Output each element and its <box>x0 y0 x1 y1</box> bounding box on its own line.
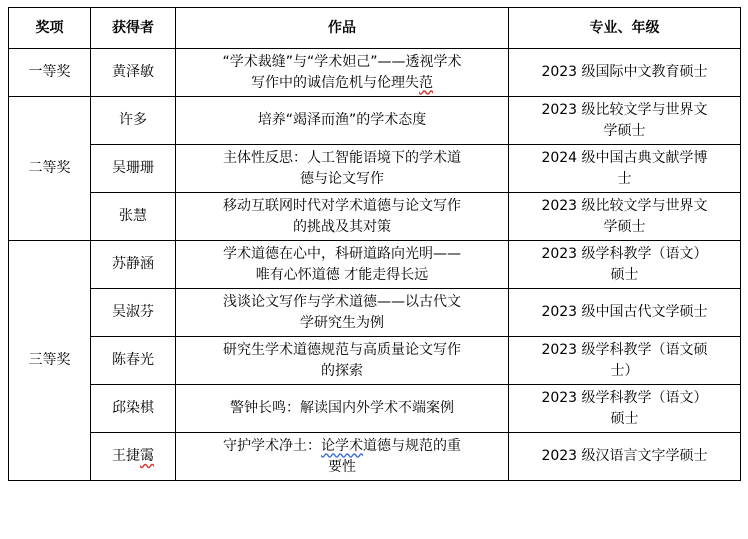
major-cell <box>509 145 741 193</box>
work-line: 守护学术净土： <box>223 437 321 454</box>
major-line: 2023 级学科教学（语文硕 <box>541 341 708 358</box>
major-cell <box>509 289 741 337</box>
header-work: 作品 <box>176 8 509 49</box>
major-line: 学硕士 <box>603 122 646 139</box>
winner-cell: 吴珊珊 <box>91 145 176 193</box>
header-winner: 获得者 <box>91 8 176 49</box>
work-line: 道德与规范的重 <box>363 437 461 454</box>
work-line: 学术道德在心中，科研道路向光明—— <box>223 245 461 262</box>
work-cell <box>176 289 509 337</box>
table-row <box>9 385 741 433</box>
major-cell <box>509 337 741 385</box>
major-cell <box>509 193 741 241</box>
major-line: 硕士 <box>610 266 639 283</box>
work-line: 的挑战及其对策 <box>293 218 391 235</box>
work-line: 要性 <box>328 458 356 475</box>
header-major: 专业、年级 <box>509 8 741 49</box>
work-cell <box>176 49 509 97</box>
work-line: 的探索 <box>321 362 363 379</box>
major-line: 2023 级汉语言文字学硕士 <box>541 448 708 464</box>
winner-cell: 许多 <box>91 97 176 145</box>
major-line: 2023 级学科教学（语文） <box>541 245 708 262</box>
header-award: 奖项 <box>9 8 91 49</box>
winner-cell: 苏静涵 <box>91 241 176 289</box>
award-cell: 二等奖 <box>9 97 91 241</box>
work-line: 主体性反思：人工智能语境下的学术道 <box>223 149 461 166</box>
work-line: 唯有心怀道德 才能走得长远 <box>255 266 429 283</box>
spellcheck-underlined-text: 霭 <box>140 448 154 464</box>
winner-cell <box>91 433 176 481</box>
major-line: 硕士 <box>610 410 639 427</box>
work-line: 移动互联网时代对学术道德与论文写作 <box>223 197 461 214</box>
spellcheck-underlined-text: 范 <box>419 74 433 91</box>
winner-cell: 吴淑芬 <box>91 289 176 337</box>
work-cell <box>176 433 509 481</box>
major-line: 士） <box>610 362 639 379</box>
table-row <box>9 193 741 241</box>
document-page <box>8 7 741 481</box>
table-row <box>9 289 741 337</box>
winner-cell: 张慧 <box>91 193 176 241</box>
work-line: 写作中的诚信危机与伦理失 <box>251 74 419 91</box>
major-line: 2023 级国际中文教育硕士 <box>541 64 708 80</box>
work-line: 浅谈论文写作与学术道德——以古代文 <box>223 293 461 310</box>
work-cell <box>176 193 509 241</box>
work-line: 学研究生为例 <box>300 314 384 331</box>
grammar-underlined-text: 论学术 <box>321 437 363 454</box>
major-cell <box>509 49 741 97</box>
table-row <box>9 241 741 289</box>
award-cell: 一等奖 <box>9 49 91 97</box>
work-cell <box>176 385 509 433</box>
work-cell <box>176 241 509 289</box>
table-row <box>9 49 741 97</box>
table-row <box>9 97 741 145</box>
major-cell <box>509 385 741 433</box>
work-line: 德与论文写作 <box>300 170 384 187</box>
major-cell <box>509 97 741 145</box>
work-cell <box>176 97 509 145</box>
work-line: 研究生学术道德规范与高质量论文写作 <box>223 341 461 358</box>
work-line: “学术裁缝”与“学术妲己”——透视学术 <box>222 53 462 70</box>
awards-table <box>8 7 741 481</box>
major-line: 2023 级比较文学与世界文 <box>541 101 708 118</box>
header-row <box>9 8 741 49</box>
major-cell <box>509 433 741 481</box>
major-line: 2024 级中国古典文献学博 <box>541 149 708 166</box>
major-line: 2023 级中国古代文学硕士 <box>541 304 708 320</box>
table-row <box>9 433 741 481</box>
winner-cell: 陈春光 <box>91 337 176 385</box>
work-line: 培养“竭泽而渔”的学术态度 <box>257 112 427 128</box>
major-cell <box>509 241 741 289</box>
winner-cell: 邱染棋 <box>91 385 176 433</box>
award-cell: 三等奖 <box>9 241 91 481</box>
major-line: 2023 级比较文学与世界文 <box>541 197 708 214</box>
table-row <box>9 145 741 193</box>
winner-name-part: 王捷 <box>112 448 140 464</box>
table-row <box>9 337 741 385</box>
major-line: 2023 级学科教学（语文） <box>541 389 708 406</box>
winner-cell: 黄泽敏 <box>91 49 176 97</box>
major-line: 学硕士 <box>603 218 646 235</box>
work-cell <box>176 337 509 385</box>
work-line: 警钟长鸣：解读国内外学术不端案例 <box>230 400 454 416</box>
work-cell <box>176 145 509 193</box>
major-line: 士 <box>617 170 632 187</box>
